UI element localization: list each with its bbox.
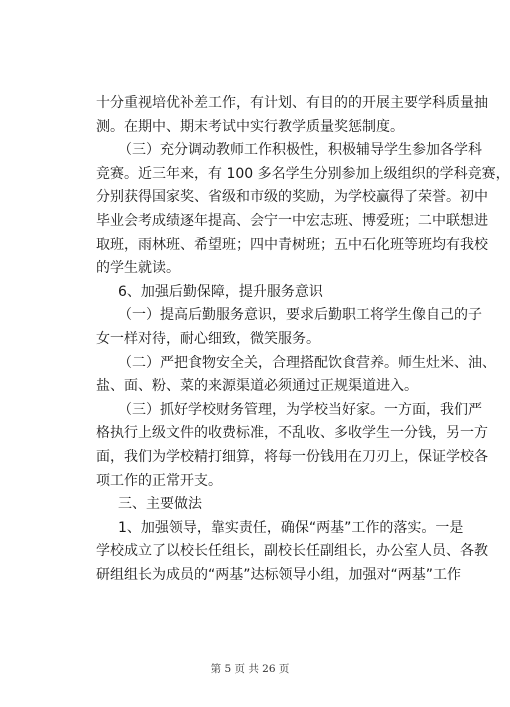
paragraph-line: 取班，雨林班、希望班；四中青树班；五中石化班等班均有我校 [96,236,488,253]
paragraph-line: 竞赛。近三年来，有 100 多名学生分别参加上级组织的学科竞赛， [96,165,510,182]
paragraph-line: 学校成立了以校长任组长，副校长任副组长，办公室人员、各教 [96,543,488,560]
paragraph-line: 研组组长为成员的“两基”达标领导小组，加强对“两基”工作 [96,566,462,583]
section-heading: 三、主要做法 [118,496,202,513]
paragraph-line: 十分重视培优补差工作，有计划、有目的的开展主要学科质量抽 [96,95,488,111]
paragraph-line: 盐、面、粉、菜的来源渠道必须通过正规渠道进入。 [96,378,418,395]
paragraph-line: 测。在期中、期末考试中实行教学质量奖惩制度。 [96,118,404,135]
paragraph-line: （二）严把食物安全关，合理搭配饮食营养。师生灶米、油、 [118,354,496,371]
paragraph-line: 面，我们为学校精打细算，将每一份钱用在刀刃上，保证学校各 [96,448,488,465]
paragraph-line: （一）提高后勤服务意识，要求后勤职工将学生像自己的子 [118,307,482,324]
paragraph-line: （三）抓好学校财务管理，为学校当好家。一方面，我们严 [118,401,482,418]
page-footer: 第 5 页 共 26 页 [210,663,290,675]
paragraph-line: 毕业会考成绩逐年提高、会宁一中宏志班、博爱班；二中联想进 [96,212,488,229]
paragraph-line: 1、加强领导，靠实责任，确保“两基”工作的落实。一是 [118,519,464,536]
section-heading: 6、加强后勤保障，提升服务意识 [118,283,323,300]
paragraph-line: 女一样对待，耐心细致，微笑服务。 [96,330,320,347]
paragraph-line: 格执行上级文件的收费标准，不乱收、多收学生一分钱，另一方 [96,425,488,442]
paragraph-line: 的学生就读。 [96,260,180,277]
paragraph-line: （三）充分调动教师工作积极性，积极辅导学生参加各学科 [118,142,482,159]
paragraph-line: 分别获得国家奖、省级和市级的奖励，为学校赢得了荣誉。初中 [96,189,488,206]
paragraph-line: 项工作的正常开支。 [96,472,222,489]
document-body [96,92,510,587]
